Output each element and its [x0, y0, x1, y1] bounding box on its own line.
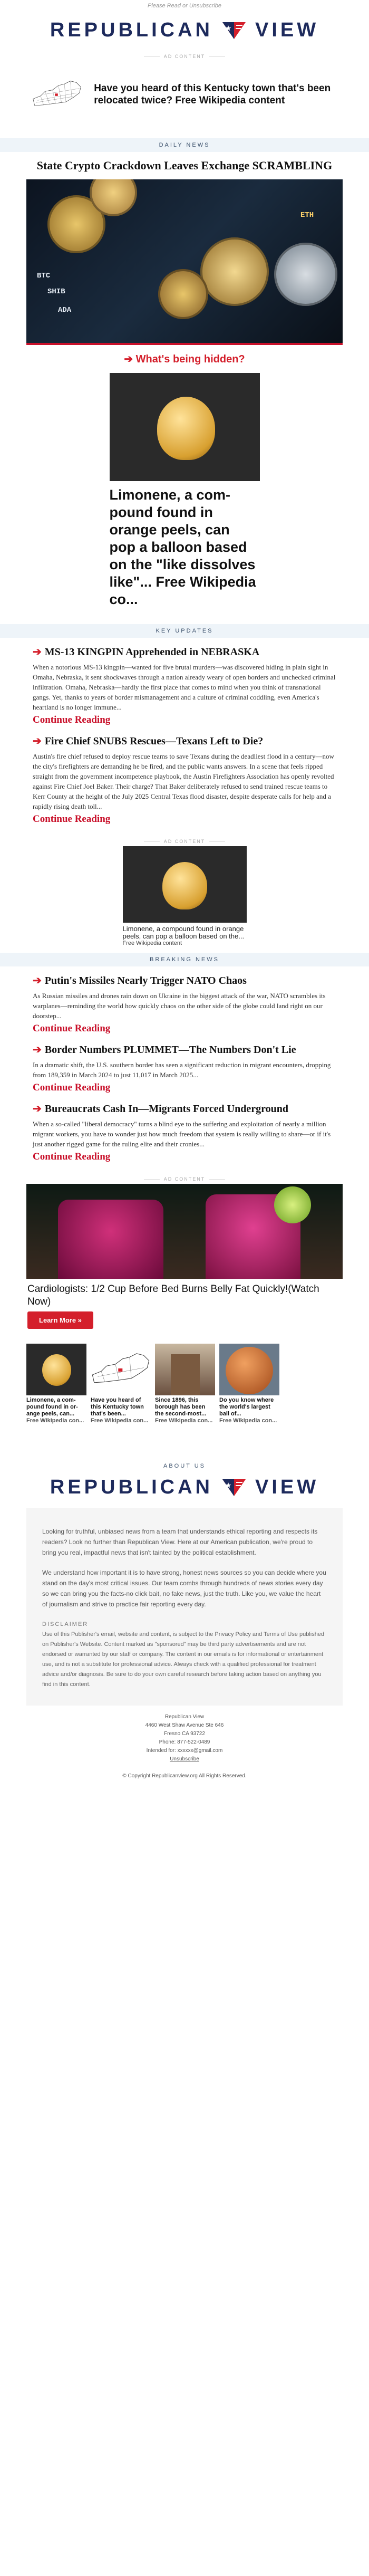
continue-reading-link[interactable]: Continue Reading	[33, 1082, 111, 1093]
orange-shape	[162, 862, 207, 909]
address-street: 4460 West Shaw Avenue Ste 646	[145, 1722, 224, 1728]
ad-drink-title[interactable]: Cardiologists: 1/2 Cup Before Bed Burns Belly Fat Quickly!(Watch Now)	[27, 1284, 319, 1307]
kentucky-map-icon	[91, 1344, 151, 1395]
kentucky-map-icon	[32, 65, 82, 123]
address-phone: Phone: 877-522-0489	[159, 1739, 210, 1745]
story-body: When a notorious MS-13 kingpin—wanted for five brutal murders—was discovered hiding in plain sight in Omaha, Nebraska, it sent shockwaves through a nation already weary of open borders and unchecked criminal infiltration. Omaha, Nebraska—hardly the first place that comes to mind when you think of transnational gangs. Yet, thanks to years of border mismanagement and a culture of criminal coddling, even America's heartland is no longer immune...	[33, 663, 336, 711]
continue-reading-link[interactable]: Continue Reading	[33, 813, 111, 825]
ethereum-coin-icon	[274, 243, 337, 306]
ad-limonene-large-text: Limonene, a com-pound found in orange peels, can pop a balloon based on the "like dissolves like"... Free Wikipedia co...	[109, 487, 256, 607]
ad-kentucky[interactable]	[0, 61, 369, 134]
address-intended: Intended for: xxxxxx@gmail.com	[146, 1748, 223, 1754]
bitcoin-coin-icon	[158, 269, 208, 319]
ticker-label: BTC	[37, 272, 51, 280]
bitcoin-coin-icon	[200, 237, 269, 306]
thumb-caption: Have you heard of this Kentucky town that's been...	[91, 1397, 144, 1417]
address-city: Fresno CA 93722	[164, 1731, 205, 1737]
thumb-image	[155, 1344, 215, 1395]
story-body: In a dramatic shift, the U.S. southern border has seen a significant reduction in migrant encounters, dropping from 189,359 in March 2024 to just 11,017 in March 2025...	[33, 1061, 331, 1079]
ad-limonene-small-text: Limonene, a compound found in orange peels, can pop a balloon based on the...	[122, 925, 245, 940]
ticker-label: SHIB	[47, 288, 65, 296]
breaking-news-band: BREAKING NEWS	[0, 953, 369, 966]
thumb-caption: Limonene, a com-pound found in or-ange peels, can...	[26, 1397, 78, 1417]
ad-label: AD CONTENT	[0, 834, 369, 846]
thumb-source: Free Wikipedia con...	[155, 1418, 213, 1424]
flag-logo-icon	[220, 1475, 248, 1499]
crypto-image[interactable]	[26, 179, 343, 345]
story-title[interactable]: ➔ MS-13 KINGPIN Apprehended in NEBRASKA	[33, 646, 260, 658]
logo-word-right: VIEW	[255, 1476, 319, 1498]
thumb-ad[interactable]	[155, 1344, 215, 1424]
thumb-caption: Do you know where the world's largest ball of...	[219, 1397, 274, 1417]
thumb-image	[219, 1344, 279, 1395]
thumb-source: Free Wikipedia con...	[26, 1418, 84, 1424]
about-band: ABOUT US	[163, 1463, 206, 1469]
story-bureaucrats[interactable]	[33, 1102, 336, 1163]
learn-more-button[interactable]: Learn More »	[27, 1311, 93, 1329]
daily-news-title[interactable]: State Crypto Crackdown Leaves Exchange SCRAMBLING	[36, 159, 333, 172]
ball-shape	[226, 1347, 273, 1394]
story-putin[interactable]	[33, 974, 336, 1035]
ad-kentucky-text: Have you heard of this Kentucky town that's been relocated twice? Free Wikipedia content	[94, 83, 331, 106]
story-body: When a so-called "liberal democracy" turns a blind eye to the suffering and exploitation of nearly a million migrant workers, you have to wonder just how much freedom that system is really willing to share—or if it's just another rigged game for the ruling elite and their cronies...	[33, 1120, 331, 1148]
header-logo[interactable]	[0, 12, 369, 49]
thumb-ad[interactable]	[91, 1344, 151, 1424]
arrow-icon: ➔	[33, 1044, 42, 1056]
top-note[interactable]: Please Read or Unsubscribe	[147, 3, 222, 9]
thumb-ads	[26, 1344, 343, 1424]
address-block	[0, 1713, 369, 1764]
story-body: As Russian missiles and drones rain down on Ukraine in the biggest attack of the war, NATO scrambles its warplanes—reminding the world how quickly chaos on the other side of the globe could land right on our doorstep...	[33, 992, 326, 1020]
continue-reading-link[interactable]: Continue Reading	[33, 714, 111, 725]
thumb-caption: Since 1896, this borough has been the second-most...	[155, 1397, 207, 1417]
about-paragraph: We understand how important it is to have strong, honest news sources so you can decide where you stand on the day's most critical issues. Our team combs through hundreds of news stories every day so we can bring you the facts-no click bait, no fake news, just the truth. Like you, we value the heart of journalism and strive to practice fair reporting every day.	[42, 1569, 326, 1608]
address-name: Republican View	[164, 1714, 205, 1720]
lime-slice	[274, 1186, 311, 1223]
thumb-image	[26, 1344, 86, 1395]
story-ms13[interactable]	[33, 645, 336, 726]
story-border[interactable]	[33, 1043, 336, 1094]
ticker-label: ETH	[300, 211, 314, 219]
story-title[interactable]: ➔ Bureaucrats Cash In—Migrants Forced Underground	[33, 1103, 289, 1115]
orange-balloon-image	[123, 846, 247, 923]
glass-shape	[58, 1200, 163, 1279]
story-title[interactable]: ➔ Border Numbers PLUMMET—The Numbers Don't Lie	[33, 1044, 296, 1056]
continue-reading-link[interactable]: Continue Reading	[33, 1023, 111, 1034]
about-section	[26, 1508, 343, 1706]
thumb-ad[interactable]	[26, 1344, 86, 1424]
orange-shape	[157, 397, 215, 460]
thumb-image	[91, 1344, 151, 1395]
about-paragraph: Looking for truthful, unbiased news from a team that understands ethical reporting and respects its readers? Look no further than Republican View. Here at our American publication, we're proud to bring you real, impactful news that isn't tainted by the political establishment.	[42, 1528, 318, 1556]
continue-reading-link[interactable]: Continue Reading	[33, 1151, 111, 1162]
thumb-source: Free Wikipedia con...	[91, 1418, 149, 1424]
disclaimer-heading: DISCLAIMER	[42, 1621, 89, 1627]
copyright: © Copyright Republicanview.org All Rights Reserved.	[122, 1773, 247, 1779]
ticker-label: ADA	[58, 306, 72, 314]
arrow-icon: ➔	[33, 646, 42, 658]
arrow-icon: ➔	[33, 975, 42, 987]
thumb-ad[interactable]	[219, 1344, 279, 1424]
key-updates-band: KEY UPDATES	[0, 624, 369, 638]
drink-image[interactable]	[26, 1184, 343, 1279]
story-body: Austin's fire chief refused to deploy rescue teams to save Texans during the deadliest flood in a century—now the city's firefighters are demanding he be fired, and the public wants answers. In a scene that feels ripped straight from the government incompetence playbook, the Austin Firefighters Association has openly revolted against Fire Chief Joel Baker. Their charge? That Baker deliberately refused to send trained rescue teams to Kerr County at the height of the July 2025 Central Texas flood disaster, despite desperate calls for help and a rapidly rising death toll...	[33, 752, 334, 810]
disclaimer-text: Use of this Publisher's email, website and content, is subject to the Privacy Policy and Terms of Use published on Publisher's Website. Content marked as "sponsored" may be third party advertisements and are not endorsed or warranted by our staff or company. The content in our emails is for informational or entertainment use, and is not a substitute for professional advice. Always check with a qualified professional for treatment advice and/or diagnosis. Be sure to do your own careful research before taking action based on anything you find in this content.	[42, 1631, 325, 1688]
arrow-icon: ➔	[33, 1103, 42, 1115]
story-title[interactable]: ➔ Putin's Missiles Nearly Trigger NATO Chaos	[33, 975, 247, 987]
story-fire-chief[interactable]	[33, 734, 336, 825]
ad-source: Free Wikipedia content	[122, 940, 182, 946]
whats-hidden-link[interactable]: ➔ What's being hidden?	[124, 353, 245, 365]
building-shape	[171, 1354, 200, 1395]
ad-label: AD CONTENT	[0, 1171, 369, 1184]
ad-limonene-small[interactable]	[123, 846, 247, 946]
story-title[interactable]: ➔ Fire Chief SNUBS Rescues—Texans Left to Die?	[33, 735, 264, 747]
logo-word-left: REPUBLICAN	[50, 18, 213, 41]
logo-word-left: REPUBLICAN	[50, 1476, 213, 1498]
unsubscribe-link[interactable]: Unsubscribe	[170, 1756, 199, 1762]
logo-word-right: VIEW	[255, 18, 319, 41]
daily-news-band: DAILY NEWS	[0, 138, 369, 152]
orange-balloon-image	[110, 373, 260, 481]
orange-shape	[42, 1354, 71, 1386]
thumb-source: Free Wikipedia con...	[219, 1418, 277, 1424]
arrow-icon: ➔	[33, 735, 42, 747]
flag-logo-icon	[220, 18, 248, 42]
ad-limonene-large[interactable]	[110, 373, 260, 608]
ad-label: AD CONTENT	[0, 49, 369, 61]
footer-logo[interactable]	[0, 1471, 369, 1503]
